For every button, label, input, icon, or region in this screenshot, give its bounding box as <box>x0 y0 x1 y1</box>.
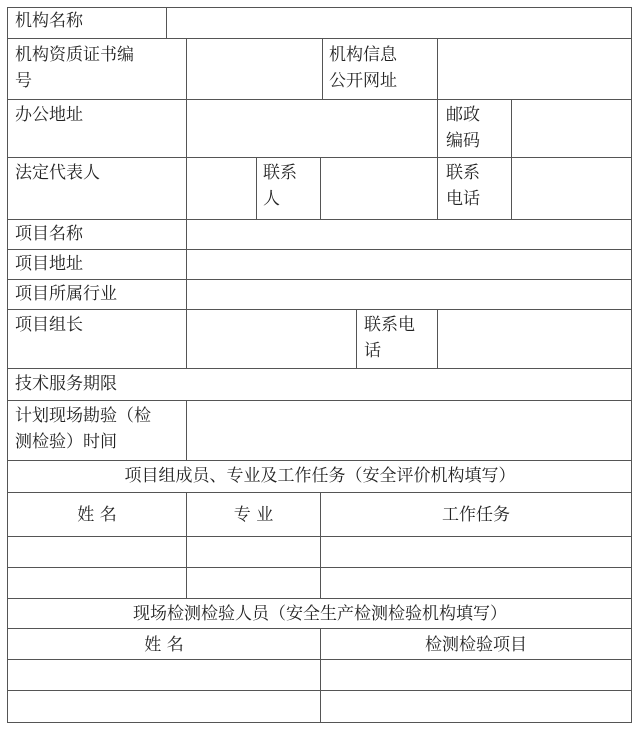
leader-phone-label: 联系电 话 <box>364 315 415 361</box>
legal-rep-field[interactable] <box>187 158 256 219</box>
inspection-time-label: 计划现场勘验（检 测检验）时间 <box>15 406 151 452</box>
team-section-header: 项目组成员、专业及工作任务（安全评价机构填写） <box>124 466 516 486</box>
inspection-row-1-item[interactable] <box>321 660 631 690</box>
team-leader-label: 项目组长 <box>15 315 83 335</box>
postal-code-field[interactable] <box>512 100 631 157</box>
postal-code-label: 邮政 编码 <box>446 105 480 151</box>
team-row-1-task[interactable] <box>321 537 631 567</box>
inspection-row-2-item[interactable] <box>321 691 631 722</box>
service-period-field[interactable] <box>187 369 631 400</box>
org-name-label: 机构名称 <box>15 11 83 31</box>
org-name-field[interactable] <box>167 8 631 38</box>
team-row-2-specialty[interactable] <box>187 568 320 598</box>
office-address-label: 办公地址 <box>15 105 83 125</box>
inspection-row-1-name[interactable] <box>8 660 320 690</box>
project-address-label: 项目地址 <box>15 254 83 274</box>
inspection-section-header: 现场检测检验人员（安全生产检测检验机构填写） <box>133 604 507 624</box>
team-col-name: 姓 名 <box>77 505 117 525</box>
team-col-specialty: 专 业 <box>233 505 274 525</box>
contact-phone-field[interactable] <box>512 158 631 219</box>
team-row-1-specialty[interactable] <box>187 537 320 567</box>
inspection-col-name: 姓 名 <box>144 635 184 655</box>
project-address-field[interactable] <box>187 250 631 279</box>
contact-person-field[interactable] <box>321 158 437 219</box>
team-row-2-task[interactable] <box>321 568 631 598</box>
inspection-time-field[interactable] <box>187 401 631 460</box>
team-col-task: 工作任务 <box>442 505 510 525</box>
team-row-1-name[interactable] <box>8 537 186 567</box>
legal-rep-label: 法定代表人 <box>15 163 100 183</box>
team-row-2-name[interactable] <box>8 568 186 598</box>
project-industry-field[interactable] <box>187 280 631 309</box>
cert-number-label: 机构资质证书编 号 <box>15 45 134 91</box>
project-name-field[interactable] <box>187 220 631 249</box>
info-url-field[interactable] <box>438 39 631 99</box>
project-industry-label: 项目所属行业 <box>15 284 117 304</box>
project-name-label: 项目名称 <box>15 224 83 244</box>
cert-number-field[interactable] <box>187 39 322 99</box>
office-address-field[interactable] <box>187 100 437 157</box>
service-period-label: 技术服务期限 <box>15 374 117 394</box>
inspection-col-item: 检测检验项目 <box>425 635 527 655</box>
inspection-row-2-name[interactable] <box>8 691 320 722</box>
leader-phone-field[interactable] <box>438 310 631 368</box>
info-url-label: 机构信息 公开网址 <box>329 45 397 91</box>
team-leader-field[interactable] <box>187 310 356 368</box>
contact-phone-label: 联系 电话 <box>446 163 480 209</box>
contact-person-label: 联系 人 <box>263 163 297 209</box>
